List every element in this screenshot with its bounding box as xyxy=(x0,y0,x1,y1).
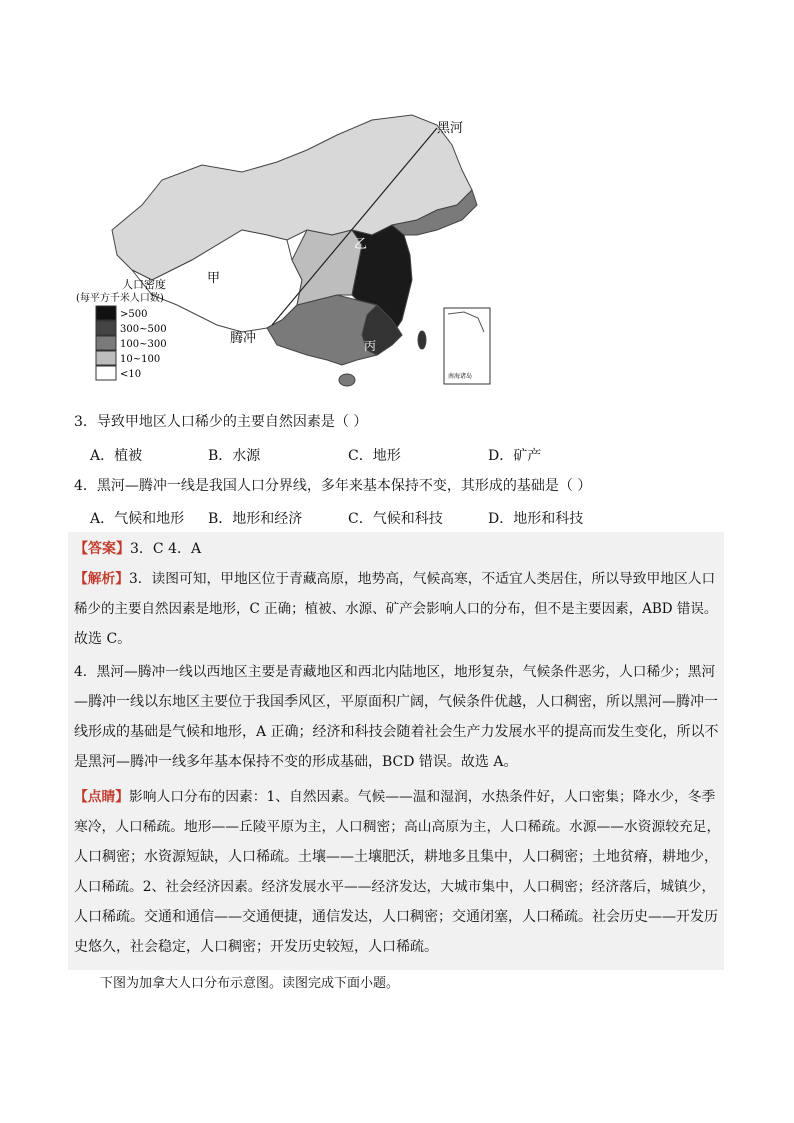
tips-tag: 【点睛】 xyxy=(74,789,130,805)
legend-title-2: (每平方千米人口数) xyxy=(76,293,164,304)
label-heihe: 黑河 xyxy=(437,121,464,136)
tips-line-6: 史悠久，社会稳定，人口稠密；开发历史较短，人口稀疏。 xyxy=(74,939,438,955)
q3-option-d: D．矿产 xyxy=(488,448,542,464)
legend-swatch-0 xyxy=(96,306,116,320)
region-northwest xyxy=(112,115,472,280)
tips-line-5: 人口稀疏。交通和通信——交通便捷，通信发达，人口稠密；交通闭塞，人口稀疏。社会历史——开发历 xyxy=(74,909,718,925)
q3-option-c: C．地形 xyxy=(348,448,401,464)
analysis-tag: 【解析】 xyxy=(74,571,130,587)
legend-label-0: >500 xyxy=(120,309,148,320)
legend-swatch-4 xyxy=(96,366,116,380)
question-3-stem: 3．导致甲地区人口稀少的主要自然因素是（ ） xyxy=(74,414,368,430)
q4-option-a: A．气候和地形 xyxy=(90,511,185,527)
analysis-text-1: 3．读图可知，甲地区位于青藏高原，地势高，气候高寒，不适宜人类居住，所以导致甲地区人口 xyxy=(129,571,716,587)
tips-line-1 xyxy=(74,787,715,807)
inset-label: 南海诸岛 xyxy=(448,373,473,380)
question-4-stem: 4．黑河—腾冲一线是我国人口分界线，多年来基本保持不变，其形成的基础是（ ） xyxy=(74,478,592,494)
analysis-line-4: 4．黑河—腾冲一线以西地区主要是青藏地区和西北内陆地区，地形复杂，气候条件恶劣，人口稀少；黑河 xyxy=(74,664,716,680)
label-tengchong: 腾冲 xyxy=(230,331,257,346)
region-central xyxy=(292,230,362,305)
answer-text: 3．C 4．A xyxy=(130,541,202,557)
legend-title-1: 人口密度 xyxy=(122,278,166,291)
tips-text-1: 影响人口分布的因素：1、自然因素。气候——温和湿润，水热条件好，人口密集；降水少，冬季 xyxy=(129,789,716,805)
q4-option-d: D．地形和科技 xyxy=(488,511,584,527)
answer-line xyxy=(74,539,201,559)
label-bing: 丙 xyxy=(364,339,377,353)
analysis-line-3: 故选 C。 xyxy=(74,631,132,647)
answer-analysis-block xyxy=(68,532,724,970)
population-density-map xyxy=(76,110,502,390)
q3-option-b: B．水源 xyxy=(208,448,261,464)
legend-label-1: 300~500 xyxy=(120,324,167,335)
legend-label-2: 100~300 xyxy=(120,339,167,350)
tips-line-3: 人口稠密；水资源短缺，人口稀疏。土壤——土壤肥沃，耕地多且集中，人口稠密；土地贫瘠，耕地少， xyxy=(74,849,718,865)
legend-label-3: 10~100 xyxy=(120,354,161,365)
analysis-line-1 xyxy=(74,569,715,589)
analysis-line-7: 是黑河—腾冲一线多年基本保持不变的形成基础，BCD 错误。故选 A。 xyxy=(74,754,518,770)
china-map-svg xyxy=(76,110,502,390)
legend-swatch-2 xyxy=(96,336,116,350)
q4-option-c: C．气候和科技 xyxy=(348,511,443,527)
tips-line-4: 人口稀疏。2、社会经济因素。经济发展水平——经济发达，大城市集中，人口稠密；经济落后，城镇少， xyxy=(74,879,716,895)
legend-swatch-3 xyxy=(96,351,116,365)
analysis-line-5: —腾冲一线以东地区主要位于我国季风区，平原面积广阔，气候条件优越，人口稠密，所以黑河—腾冲一 xyxy=(74,694,718,710)
legend-label-4: <10 xyxy=(120,369,142,380)
taiwan-island xyxy=(418,331,426,349)
legend-swatch-1 xyxy=(96,321,116,335)
q3-option-a: A．植被 xyxy=(90,448,143,464)
next-section-intro: 下图为加拿大人口分布示意图。读图完成下面小题。 xyxy=(100,976,400,991)
analysis-line-2: 稀少的主要自然因素是地形，C 正确；植被、水源、矿产会影响人口的分布，但不是主要因素，ABD 错误。 xyxy=(74,601,718,617)
label-jia: 甲 xyxy=(207,271,221,286)
hainan-island xyxy=(339,374,355,386)
q4-option-b: B．地形和经济 xyxy=(208,511,303,527)
tips-line-2: 寒冷，人口稀疏。地形——丘陵平原为主，人口稠密；高山高原为主，人口稀疏。水源——水资源较充足， xyxy=(74,819,721,835)
label-yi: 乙 xyxy=(354,237,368,252)
answer-tag: 【答案】 xyxy=(74,541,130,557)
analysis-line-6: 线形成的基础是气候和地形，A 正确；经济和科技会随着社会生产力发展水平的提高而发生变化，所以不 xyxy=(74,724,719,740)
